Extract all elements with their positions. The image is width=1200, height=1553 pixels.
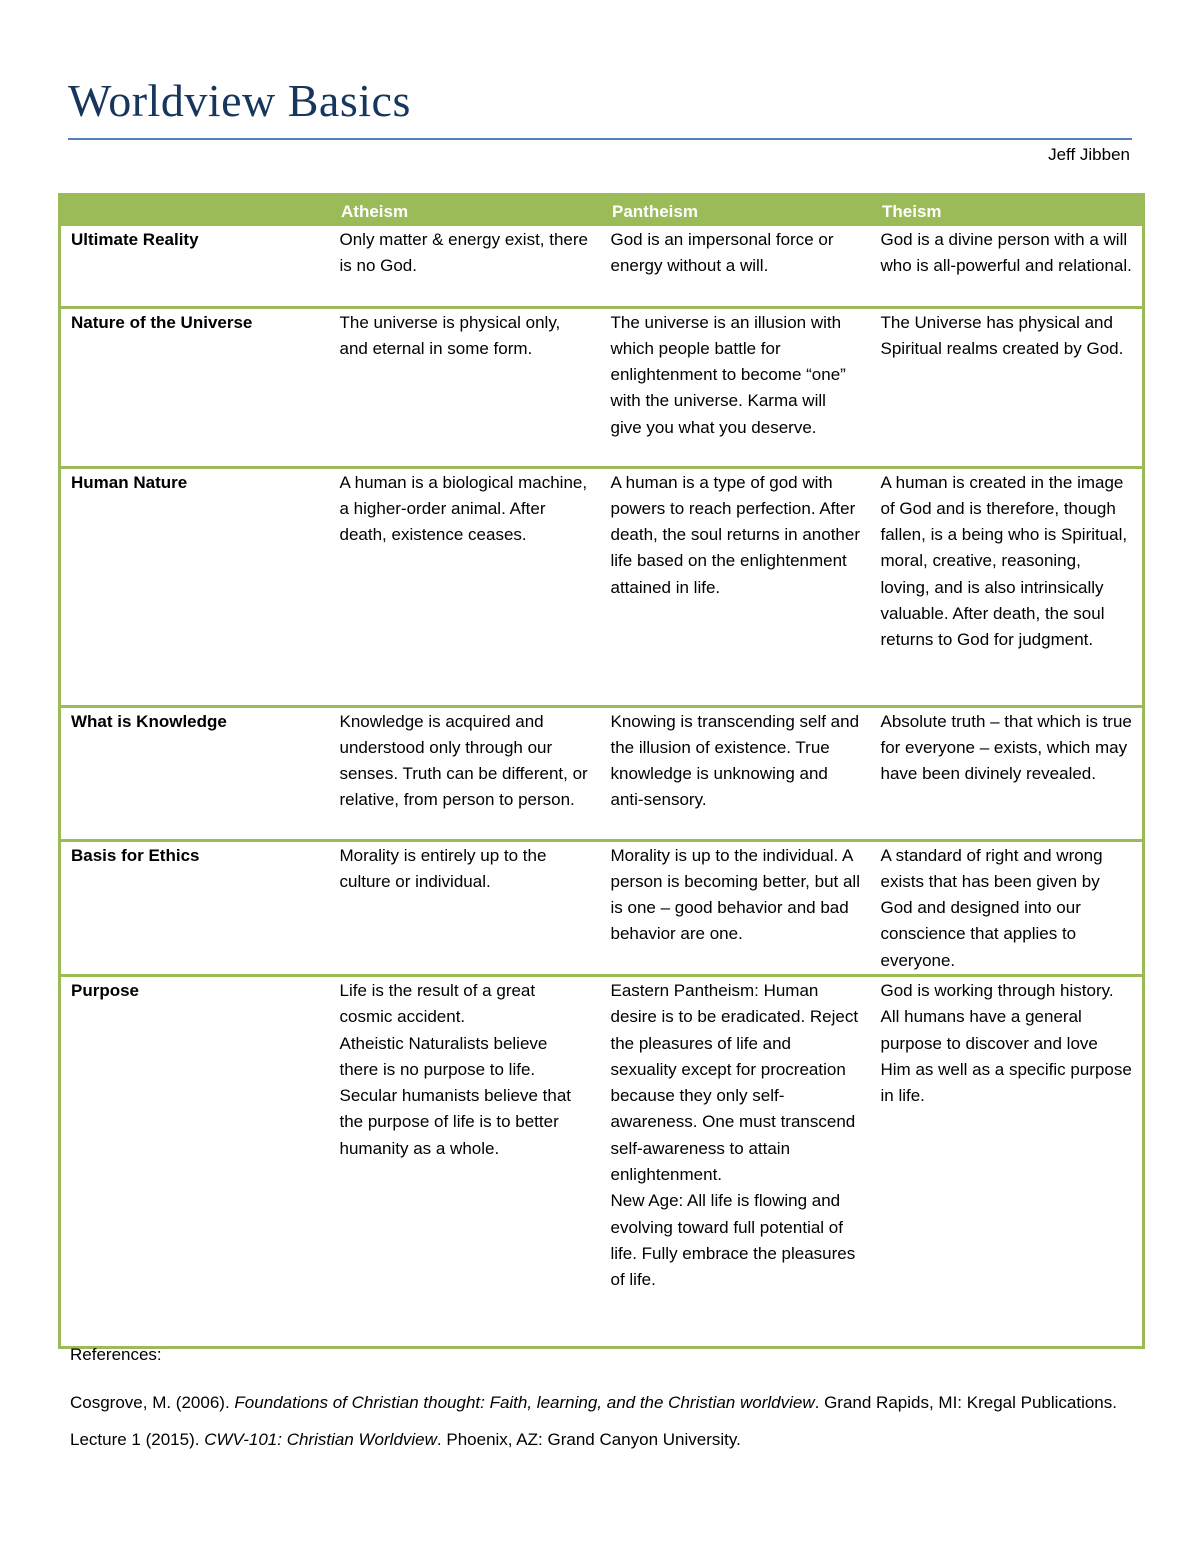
pantheism-cell: A human is a type of god with powers to reach perfection. After death, the soul returns in another life based on the enlightenment attained in life.	[601, 467, 871, 706]
theism-cell: Absolute truth – that which is true for everyone – exists, which may have been divinely revealed.	[871, 706, 1144, 840]
pantheism-purpose-line: Eastern Pantheism: Human desire is to be eradicated. Reject the pleasures of life and sexuality except for procreation because they only self-awareness. One must transcend self-awareness to attain enlightenment.	[610, 980, 859, 1185]
reference-prefix: Cosgrove, M. (2006).	[70, 1393, 235, 1413]
reference-suffix: . Grand Rapids, MI: Kregal Publications.	[814, 1393, 1117, 1413]
table-row	[60, 467, 1144, 706]
reference-entry	[70, 1427, 1130, 1453]
pantheism-cell: Knowing is transcending self and the illusion of existence. True knowledge is unknowing and anti-sensory.	[601, 706, 871, 840]
row-label: Ultimate Reality	[60, 226, 330, 307]
table-row	[60, 975, 1144, 1347]
worldview-comparison-table	[58, 193, 1145, 1349]
table-row	[60, 307, 1144, 467]
atheism-cell: Only matter & energy exist, there is no God.	[330, 226, 601, 307]
atheism-cell: Morality is entirely up to the culture or individual.	[330, 840, 601, 975]
atheism-purpose-line: Life is the result of a great cosmic accident.	[339, 980, 536, 1027]
table-header-row	[60, 195, 1144, 227]
title-underline	[68, 138, 1132, 140]
pantheism-purpose-line: New Age: All life is flowing and evolving toward full potential of life. Fully embrace the pleasures of life.	[610, 1191, 856, 1290]
table-row	[60, 706, 1144, 840]
atheism-cell: Knowledge is acquired and understood only through our senses. Truth can be different, or relative, from person to person.	[330, 706, 601, 840]
references-section	[70, 1342, 1130, 1453]
header-atheism: Atheism	[330, 195, 601, 227]
theism-cell: God is a divine person with a will who is all-powerful and relational.	[871, 226, 1144, 307]
table-row	[60, 840, 1144, 975]
theism-cell: A standard of right and wrong exists that has been given by God and designed into our conscience that applies to everyone.	[871, 840, 1144, 975]
pantheism-cell: The universe is an illusion with which people battle for enlightenment to become “one” with the universe. Karma will give you what you deserve.	[601, 307, 871, 467]
pantheism-cell	[601, 975, 871, 1347]
reference-suffix: . Phoenix, AZ: Grand Canyon University.	[436, 1429, 741, 1449]
table-row	[60, 226, 1144, 307]
header-pantheism: Pantheism	[601, 195, 871, 227]
theism-cell: A human is created in the image of God and is therefore, though fallen, is a being who is Spiritual, moral, creative, reasoning, loving, and is also intrinsically valuable. After death, the soul returns to God for judgment.	[871, 467, 1144, 706]
row-label: Purpose	[60, 975, 330, 1347]
row-label: Basis for Ethics	[60, 840, 330, 975]
row-label: Nature of the Universe	[60, 307, 330, 467]
row-label: Human Nature	[60, 467, 330, 706]
header-blank	[60, 195, 330, 227]
author-name: Jeff Jibben	[1048, 145, 1130, 164]
atheism-cell: A human is a biological machine, a higher-order animal. After death, existence ceases.	[330, 467, 601, 706]
references-heading: References:	[70, 1345, 162, 1364]
atheism-purpose-line: Atheistic Naturalists believe there is no purpose to life.	[339, 1033, 548, 1079]
row-label: What is Knowledge	[60, 706, 330, 840]
atheism-cell: The universe is physical only, and eternal in some form.	[330, 307, 601, 467]
pantheism-cell: God is an impersonal force or energy without a will.	[601, 226, 871, 307]
header-theism: Theism	[871, 195, 1144, 227]
atheism-purpose-line: Secular humanists believe that the purpose of life is to better humanity as a whole.	[339, 1086, 572, 1158]
atheism-cell	[330, 975, 601, 1347]
document-title: Worldview Basics	[68, 75, 411, 126]
theism-cell: God is working through history. All humans have a general purpose to discover and love Him as well as a specific purpose in life.	[871, 975, 1144, 1347]
reference-title: Foundations of Christian thought: Faith, learning, and the Christian worldview	[234, 1393, 815, 1413]
reference-entry	[70, 1390, 1130, 1416]
reference-prefix: Lecture 1 (2015).	[70, 1429, 205, 1449]
theism-cell: The Universe has physical and Spiritual realms created by God.	[871, 307, 1144, 467]
reference-title: CWV-101: Christian Worldview	[204, 1429, 437, 1449]
pantheism-cell: Morality is up to the individual. A person is becoming better, but all is one – good behavior and bad behavior are one.	[601, 840, 871, 975]
